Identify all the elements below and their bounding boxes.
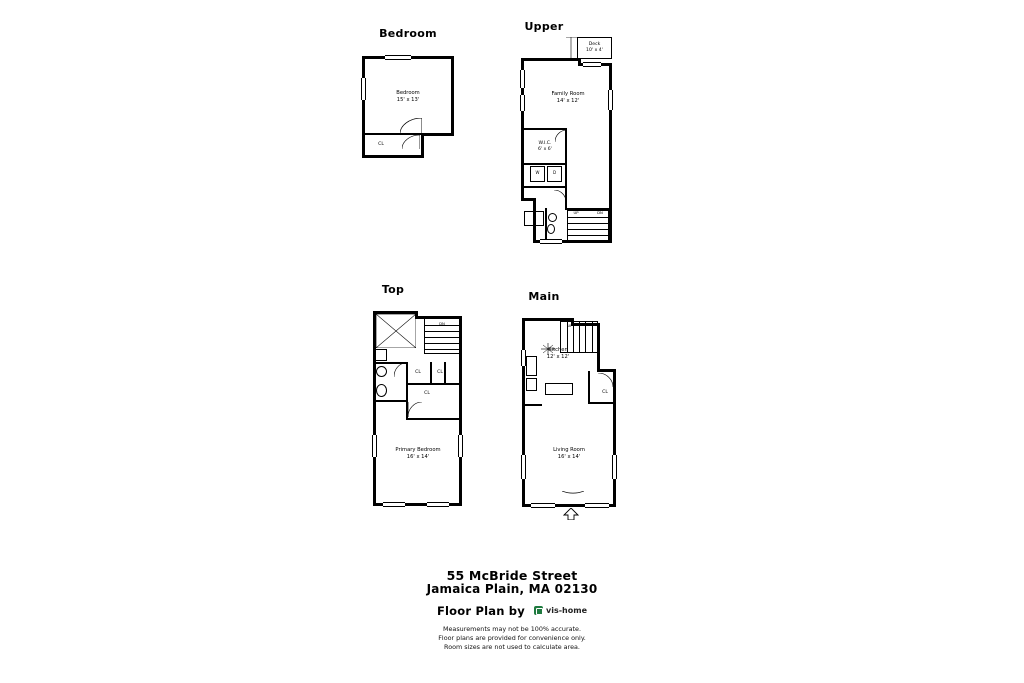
room-label-cl-3: CL	[424, 391, 430, 396]
room-label-bedroom: Bedroom 15' x 13'	[396, 90, 420, 104]
plan-title-top: Top	[381, 283, 405, 296]
entry-door	[562, 491, 584, 507]
window-left-1	[521, 350, 526, 366]
disclaimer-1: Measurements may not be 100% accurate.	[442, 625, 581, 633]
label-dn: DN	[439, 321, 445, 326]
address-line-1: 55 McBride Street	[446, 568, 578, 583]
fridge-box	[526, 378, 537, 391]
window-right	[612, 455, 617, 479]
room-label-family-room: Family Room 14' x 12'	[551, 91, 585, 105]
room-label-cl-1: CL	[415, 370, 421, 375]
window-left-2	[521, 455, 526, 479]
wall-int-h1	[588, 402, 616, 404]
plan-title-upper: Upper	[524, 20, 564, 33]
entry-arrow-icon	[563, 508, 579, 520]
label-up: UP	[573, 210, 579, 215]
wall-int-h2	[522, 404, 542, 406]
label-dryer: D	[552, 170, 557, 175]
credit-prefix: Floor Plan by	[436, 604, 525, 618]
disclaimer-2: Floor plans are provided for convenience only.	[438, 634, 586, 642]
label-dn: DN	[597, 210, 603, 215]
room-label-wic: W.I.C. 6' x 6'	[537, 141, 552, 152]
plan-title-bedroom: Bedroom	[379, 27, 437, 40]
plan-title-main: Main	[528, 290, 560, 303]
room-label-cl-2: CL	[437, 370, 443, 375]
wall-int-v1	[588, 371, 590, 404]
vis-home-logo	[534, 606, 587, 615]
window-bottom-1	[531, 503, 555, 508]
brand-name: vis-home	[546, 606, 588, 615]
room-label-deck: Deck 10' x 4'	[586, 42, 603, 53]
room-label-living-room: Living Room 16' x 14'	[553, 447, 585, 461]
room-label-cl: CL	[602, 390, 608, 395]
label-washer: W	[535, 170, 540, 175]
house-icon	[534, 606, 543, 615]
door-closet	[598, 373, 613, 387]
room-label-closet: CL	[378, 142, 384, 147]
room-label-kitchen: Kitchen 12' x 12'	[546, 347, 570, 361]
credit-line	[0, 600, 1024, 619]
label-up: UP	[567, 323, 573, 328]
window-bottom-2	[585, 503, 609, 508]
disclaimer-3: Room sizes are not used to calculate area.	[444, 643, 580, 651]
island-box	[545, 383, 573, 395]
address-line-2: Jamaica Plain, MA 02130	[426, 582, 598, 596]
room-label-primary-bedroom: Primary Bedroom 16' x 14'	[395, 447, 441, 461]
